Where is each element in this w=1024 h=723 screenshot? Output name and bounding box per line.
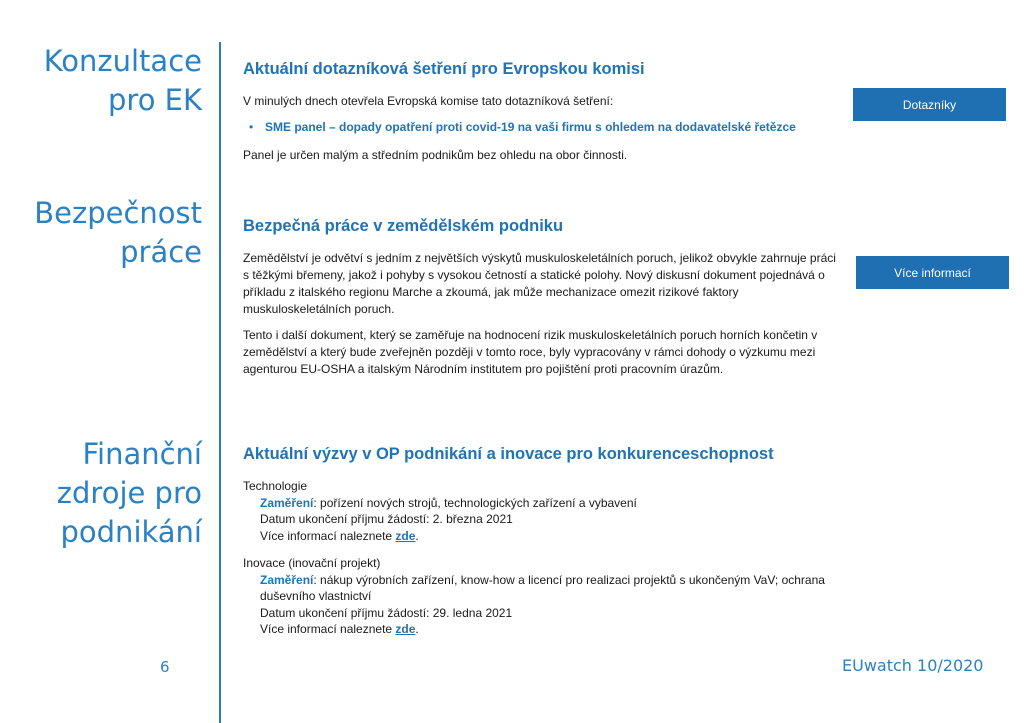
page-number: 6 <box>160 658 170 676</box>
focus-label: Zaměření <box>260 572 314 587</box>
more-info-suffix: . <box>415 528 419 543</box>
sidebar-title-consultations <box>20 42 202 120</box>
sidebar-title-line: Bezpečnost <box>34 196 202 230</box>
funding-more-info <box>243 621 843 638</box>
funding-deadline: Datum ukončení příjmu žádostí: 29. ledna 2021 <box>260 605 513 620</box>
funding-group-title: Inovace (inovační projekt) <box>243 556 381 570</box>
focus-text: : nákup výrobních zařízení, know-how a licencí pro realizaci projektů s ukončeným VaV; ochrana duševního vlastnictví <box>260 572 825 603</box>
funding-group-title: Technologie <box>243 479 308 493</box>
sidebar-title-line: pro EK <box>108 83 202 117</box>
sidebar-title-line: podnikání <box>60 515 202 549</box>
sidebar-title-funding <box>20 435 202 552</box>
funding-deadline: Datum ukončení příjmu žádostí: 2. března 2021 <box>260 512 513 526</box>
safety-paragraph-2: Tento i další dokument, který se zaměřuje na hodnocení rizik muskuloskeletálních poruch horních končetin v zemědělství a který bude zveřejněn později v tomto roce, byly vypracovány v rámci dohody o výzkumu mezi agenturou EU-OSHA a italským Národním institutem pro pojištění proti pracovním úrazům. <box>243 328 818 376</box>
sidebar-title-line: Finanční <box>82 437 202 471</box>
sidebar-title-safety <box>20 194 202 272</box>
funding-list <box>243 478 843 638</box>
safety-heading: Bezpečná práce v zemědělském podniku <box>243 217 564 235</box>
funding-section <box>243 445 843 638</box>
survey-list-item[interactable] <box>243 119 843 136</box>
funding-heading: Aktuální výzvy v OP podnikání a inovace pro konkurenceschopnost <box>243 445 774 463</box>
consultations-intro: V minulých dnech otevřela Evropská komise tato dotazníková šetření: <box>243 94 614 108</box>
more-info-suffix: . <box>415 622 419 636</box>
consultations-heading: Aktuální dotazníková šetření pro Evropskou komisi <box>243 60 645 78</box>
more-info-prefix: Více informací naleznete <box>260 528 396 543</box>
survey-link[interactable]: SME panel – dopady opatření proti covid-19 na vaši firmu s ohledem na dodavatelské řetězce <box>265 120 796 134</box>
consultations-section <box>243 60 843 173</box>
consultations-note: Panel je určen malým a středním podnikům bez ohledu na obor činnosti. <box>243 148 628 162</box>
bullet-icon: • <box>249 120 254 134</box>
funding-more-info <box>243 528 843 545</box>
funding-focus <box>243 572 843 605</box>
more-info-button[interactable]: Více informací <box>856 256 1009 289</box>
more-info-link[interactable]: zde <box>395 622 416 636</box>
more-info-prefix: Více informací naleznete <box>260 622 396 636</box>
sidebar-title-line: zdroje pro <box>56 476 202 510</box>
vertical-divider <box>219 42 221 723</box>
publication-label: EUwatch 10/2020 <box>842 656 984 675</box>
focus-text: : pořízení nových strojů, technologických zařízení a vybavení <box>313 495 637 510</box>
funding-focus <box>243 495 843 512</box>
safety-paragraph-1: Zemědělství je odvětví s jedním z největších výskytů muskuloskeletálních poruch, jelikož obvykle zahrnuje práci s těžkými břemeny, jakož i pohyby s vysokou četností a statické polohy. Nový diskusní dokument pojednává o příkladu z italského regionu Marche a zkoumá, jak může mechanizace omezit rizikové faktory muskuloskeletálních poruch. <box>243 251 836 316</box>
focus-label: Zaměření <box>260 495 314 510</box>
safety-section <box>243 217 843 387</box>
sidebar-title-line: Konzultace <box>43 44 202 78</box>
surveys-button[interactable]: Dotazníky <box>853 88 1006 121</box>
sidebar-title-line: práce <box>120 235 202 269</box>
more-info-link[interactable]: zde <box>395 528 416 543</box>
